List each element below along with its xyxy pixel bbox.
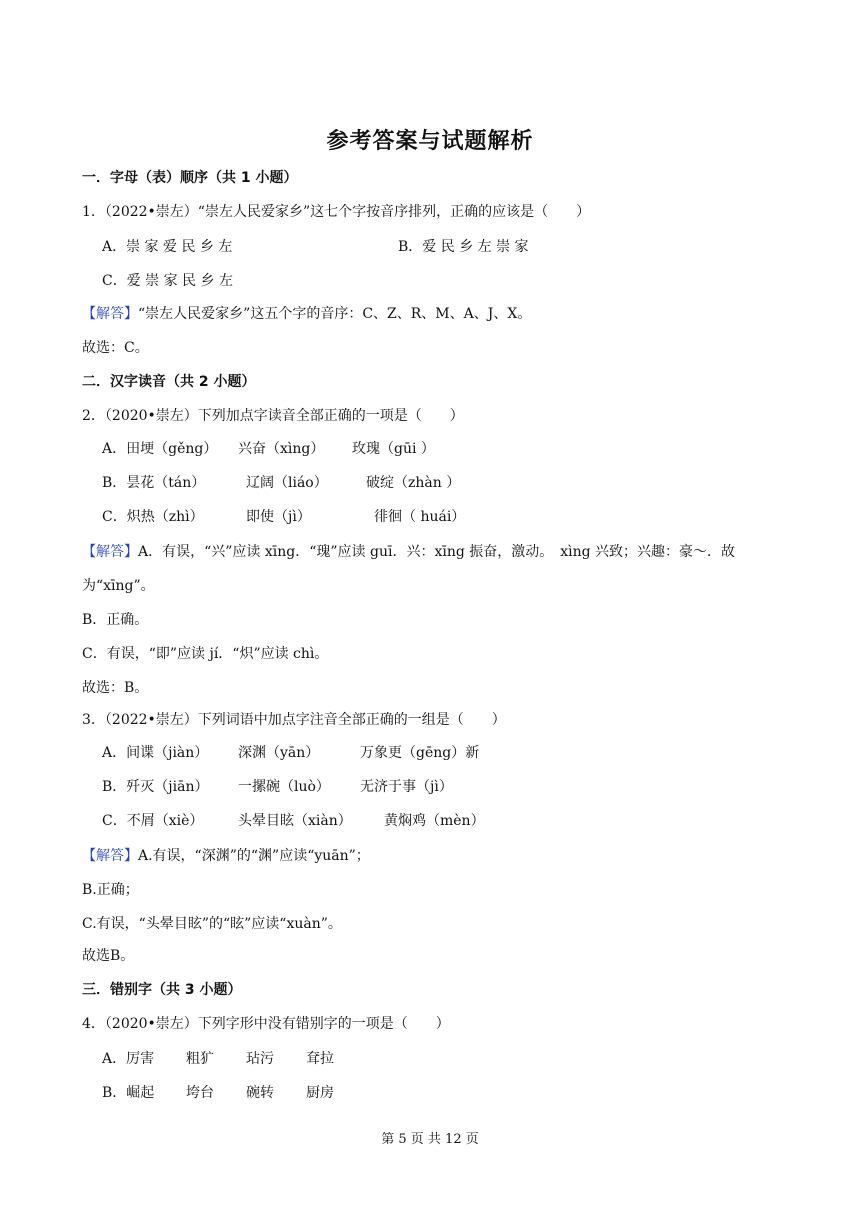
question-4-row-b-3: 碗转	[246, 1085, 274, 1101]
question-2-row-a-3: 玫瑰（gūi ）	[352, 441, 435, 457]
question-4-row-b-1: B．崛起	[102, 1085, 155, 1101]
section-heading-3: 三．错别字（共 3 小题）	[82, 982, 242, 998]
answer-text: A．有误，“兴”应读 xīng．“瑰”应读 guī．兴：xīng 振奋，激动。 xìng 兴致；兴趣：豪～．故	[138, 544, 736, 560]
question-2-row-a-1: A．田埂（gěng）	[102, 441, 218, 457]
question-3-row-b-2: 一摞碗（luò）	[238, 779, 330, 795]
question-4-row-a-4: 耷拉	[306, 1051, 334, 1067]
question-2-row-b-2: 辽阔（liáo）	[246, 475, 328, 491]
page-title: 参考答案与试题解析	[326, 129, 534, 154]
answer-text: “崇左人民爱家乡”这五个字的音序：C、Z、R、M、A、J、X。	[138, 306, 532, 322]
question-1-stem: 1．（2022•崇左）“崇左人民爱家乡”这七个字按音序排列，正确的应该是（ ）	[82, 204, 591, 220]
answer-text: A.有误，“深渊”的“渊”应读“yuān”；	[138, 848, 370, 864]
question-1-option-c: C．爱 崇 家 民 乡 左	[102, 273, 233, 289]
question-4-row-b-4: 厨房	[306, 1085, 334, 1101]
question-3-row-a-1: A．间谍（jiàn）	[102, 745, 209, 761]
question-4-row-a-1: A．厉害	[102, 1051, 155, 1067]
question-2-answer-a	[82, 542, 735, 562]
question-2-stem: 2．（2020•崇左）下列加点字读音全部正确的一项是（ ）	[82, 408, 464, 424]
question-3-row-b-1: B．歼灭（jiān）	[102, 779, 209, 795]
question-3-row-c-3: 黄焖鸡（mèn）	[384, 813, 485, 829]
question-3-answer-b: B.正确；	[82, 882, 139, 898]
question-3-row-c-2: 头晕目眩（xiàn）	[238, 813, 352, 829]
question-2-answer-c: C．有误，“即”应读 jí．“炽”应读 chì。	[82, 646, 329, 662]
question-4-row-b-2: 垮台	[186, 1085, 214, 1101]
question-4-stem: 4．（2020•崇左）下列字形中没有错别字的一项是（ ）	[82, 1016, 450, 1032]
question-2-row-c-2: 即使（jì）	[246, 509, 311, 525]
question-4-row-a-2: 粗犷	[186, 1051, 214, 1067]
question-2-row-a-2: 兴奋（xìng）	[238, 441, 325, 457]
answer-label: 【解答】	[82, 306, 138, 322]
question-2-row-b-1: B．昙花（tán）	[102, 475, 206, 491]
question-3-row-b-3: 无济于事（jì）	[360, 779, 453, 795]
page-footer: 第 5 页 共 12 页	[381, 1132, 479, 1147]
question-3-row-a-3: 万象更（gēng）新	[360, 745, 480, 761]
question-3-row-c-1: C．不屑（xiè）	[102, 813, 204, 829]
section-heading-1: 一．字母（表）顺序（共 1 小题）	[82, 170, 298, 186]
question-1-option-b: B．爱 民 乡 左 崇 家	[398, 239, 529, 255]
question-1-choice: 故选：C。	[82, 340, 149, 356]
question-2-choice: 故选：B。	[82, 680, 149, 696]
question-2-row-b-3: 破绽（zhàn ）	[366, 475, 461, 491]
question-3-row-a-2: 深渊（yān）	[238, 745, 320, 761]
question-2-answer-a-cont: 为“xīng”。	[82, 578, 155, 594]
question-2-answer-b: B．正确。	[82, 612, 149, 628]
section-heading-2: 二．汉字读音（共 2 小题）	[82, 374, 256, 390]
question-1-answer	[82, 304, 531, 324]
question-3-answer-a	[82, 846, 370, 866]
question-2-row-c-3: 徘徊（ huái）	[374, 509, 466, 525]
question-4-row-a-3: 玷污	[246, 1051, 274, 1067]
question-3-choice: 故选B。	[82, 948, 135, 964]
question-3-answer-c: C.有误，“头晕目眩”的“眩”应读“xuàn”。	[82, 916, 342, 932]
question-1-option-a: A．崇 家 爱 民 乡 左	[102, 239, 233, 255]
question-2-row-c-1: C．炽热（zhì）	[102, 509, 204, 525]
answer-label: 【解答】	[82, 544, 138, 560]
answer-label: 【解答】	[82, 848, 138, 864]
question-3-stem: 3．（2022•崇左）下列词语中加点字注音全部正确的一组是（ ）	[82, 712, 506, 728]
